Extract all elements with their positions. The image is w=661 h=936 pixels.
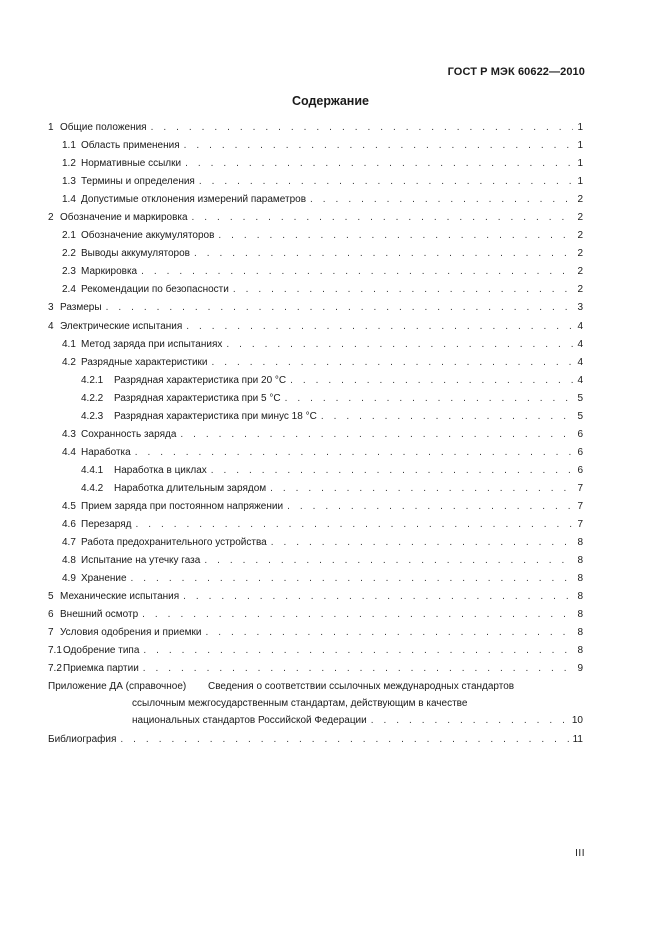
toc-entry-page: 5 [577, 410, 583, 422]
toc-leader-dots [270, 480, 573, 498]
toc-leader-dots [120, 731, 569, 749]
toc-entry-number: 1.2 [62, 158, 76, 170]
toc-entry-page: 7 [577, 519, 583, 531]
table-of-contents [48, 119, 583, 750]
toc-leader-dots [106, 299, 573, 317]
toc-leader-dots [271, 534, 573, 552]
toc-leader-dots [226, 336, 573, 354]
toc-leader-dots [194, 245, 573, 263]
page-title: Содержание [291, 94, 369, 108]
toc-entry-number: 2.1 [62, 230, 76, 242]
toc-entry-number: 4.2.3 [81, 410, 104, 422]
toc-leader-dots [287, 498, 573, 516]
toc-entry[interactable] [48, 155, 583, 173]
toc-leader-dots [135, 444, 573, 462]
toc-entry-number: 4.1 [62, 338, 76, 350]
toc-entry-text: Хранение [81, 573, 127, 585]
toc-entry-page: 3 [577, 302, 583, 314]
toc-entry-text: Приемка партии [63, 663, 139, 675]
toc-leader-dots [184, 137, 573, 155]
appendix-title-line-2: ссылочным межгосударственным стандартам, действующим в качестве [132, 698, 468, 710]
toc-entry-text: Метод заряда при испытаниях [81, 338, 223, 350]
toc-leader-dots [192, 209, 573, 227]
toc-entry-page: 4 [577, 374, 583, 386]
toc-entry-page: 6 [577, 428, 583, 440]
toc-entry-number: 4 [48, 320, 54, 332]
appendix-prefix: Приложение ДА (справочное) [48, 681, 187, 693]
toc-leader-dots [285, 390, 573, 408]
toc-entry-number: 7 [48, 627, 54, 639]
toc-entry-number: 4.8 [62, 555, 76, 567]
toc-entry-page: 8 [577, 627, 583, 639]
toc-entry[interactable] [48, 408, 583, 426]
toc-entry-text: Обозначение аккумуляторов [81, 230, 215, 242]
standard-header: ГОСТ Р МЭК 60622—2010 [447, 66, 585, 78]
toc-entry-page: 8 [577, 555, 583, 567]
toc-entry[interactable] [48, 606, 583, 624]
toc-entry-number: 4.4.2 [81, 482, 104, 494]
toc-leader-dots [143, 642, 573, 660]
toc-entry-number: 4.9 [62, 573, 76, 585]
toc-entry[interactable] [48, 534, 583, 552]
toc-entry-page: 8 [577, 537, 583, 549]
toc-appendix-entry[interactable] [48, 678, 583, 729]
toc-entry-text: Выводы аккумуляторов [81, 248, 190, 260]
toc-entry-number: 4.7 [62, 537, 76, 549]
toc-entry-number: 4.4.1 [81, 464, 104, 476]
toc-leader-dots [206, 624, 574, 642]
toc-entry-page: 2 [577, 284, 583, 296]
toc-entry[interactable] [48, 390, 583, 408]
toc-entry-text: Обозначение и маркировка [60, 212, 188, 224]
toc-leader-dots [321, 408, 573, 426]
toc-entry-page: 9 [577, 663, 583, 675]
toc-entry-text: Область применения [81, 140, 180, 152]
toc-entry-number: 4.4 [62, 446, 76, 458]
toc-entry-number: 2.4 [62, 284, 76, 296]
toc-entry-page: 2 [577, 266, 583, 278]
toc-entry[interactable] [48, 245, 583, 263]
toc-leader-dots [204, 552, 573, 570]
toc-entry-text: Условия одобрения и приемки [60, 627, 202, 639]
toc-entry-page: 6 [577, 446, 583, 458]
toc-entry-number: 7.1 [48, 645, 62, 657]
toc-entry-number: 4.2.1 [81, 374, 104, 386]
toc-entry-number: 6 [48, 609, 54, 621]
page-number: III [575, 848, 585, 859]
toc-leader-dots [131, 570, 573, 588]
toc-entry-number: 4.3 [62, 428, 76, 440]
toc-entry-text: Перезаряд [81, 519, 132, 531]
toc-entry-page: 4 [577, 356, 583, 368]
toc-entry-page: 8 [577, 609, 583, 621]
toc-entry-text: Наработка в циклах [114, 464, 207, 476]
toc-entry-page: 5 [577, 392, 583, 404]
toc-leader-dots [185, 155, 573, 173]
toc-entry-text: Электрические испытания [60, 320, 183, 332]
toc-leader-dots [180, 426, 573, 444]
toc-entry-text: Разрядная характеристика при 20 °С [114, 374, 287, 386]
toc-entry-number: 4.5 [62, 500, 76, 512]
toc-leader-dots [136, 516, 574, 534]
toc-entry-page: 2 [577, 230, 583, 242]
toc-entry-page: 6 [577, 464, 583, 476]
toc-entry-page: 8 [577, 645, 583, 657]
toc-entry[interactable] [48, 281, 583, 299]
toc-leader-dots [199, 173, 573, 191]
toc-entry-page: 1 [577, 176, 583, 188]
appendix-title-line-1: Сведения о соответствии ссылочных международных стандартов [208, 681, 515, 693]
toc-entry-page: 4 [577, 338, 583, 350]
toc-entry[interactable] [48, 299, 583, 317]
toc-entry[interactable] [48, 642, 583, 660]
appendix-title-line-3: национальных стандартов Российской Федерации [132, 715, 367, 727]
toc-entry-page: 2 [577, 248, 583, 260]
toc-leader-dots [142, 606, 573, 624]
toc-entry[interactable] [48, 426, 583, 444]
toc-entry-number: 2 [48, 212, 54, 224]
toc-entry-text: Нормативные ссылки [81, 158, 182, 170]
toc-entry[interactable] [48, 227, 583, 245]
toc-entry-page: 2 [577, 194, 583, 206]
toc-entry-number: 1 [48, 122, 54, 133]
toc-entry-text: Термины и определения [81, 176, 195, 188]
toc-entry[interactable] [48, 624, 583, 642]
toc-entry-text: Разрядная характеристика при 5 °С [114, 392, 281, 404]
toc-entry[interactable] [48, 191, 583, 209]
toc-entry[interactable] [48, 498, 583, 516]
toc-entry-page: 1 [577, 122, 583, 133]
toc-entry-number: 4.6 [62, 519, 76, 531]
toc-leader-dots [371, 712, 569, 729]
toc-entry[interactable] [48, 336, 583, 354]
toc-entry-text: Сохранность заряда [81, 428, 177, 440]
toc-entry-page: 4 [577, 320, 583, 332]
toc-entry-number: 1.4 [62, 194, 76, 206]
toc-entry-text: Размеры [60, 302, 102, 314]
toc-entry-text: Общие положения [60, 122, 147, 133]
toc-entry-page: 7 [577, 500, 583, 512]
toc-leader-dots [151, 119, 573, 137]
toc-entry-text: Испытание на утечку газа [81, 555, 201, 567]
toc-entry-text: Рекомендации по безопасности [81, 284, 229, 296]
toc-entry-page: 1 [577, 158, 583, 170]
toc-entry[interactable] [48, 660, 583, 678]
toc-entry-page: 8 [577, 573, 583, 585]
toc-entry[interactable] [48, 462, 583, 480]
toc-entry-number: 2.2 [62, 248, 76, 260]
appendix-page: 10 [571, 715, 583, 727]
toc-leader-dots [143, 660, 573, 678]
toc-entry-number: 3 [48, 302, 54, 314]
bibliography-text: Библиография [48, 734, 117, 746]
toc-entry-page: 2 [577, 212, 583, 224]
toc-entry-number: 1.1 [62, 140, 76, 152]
toc-leader-dots [211, 354, 573, 372]
toc-bibliography-entry[interactable] [48, 731, 583, 749]
toc-entry[interactable] [48, 318, 583, 336]
bibliography-page: 11 [572, 734, 583, 746]
toc-entry[interactable] [48, 119, 583, 137]
toc-entry-text: Одобрение типа [63, 645, 140, 657]
toc-entry-text: Наработка [81, 446, 131, 458]
toc-entry[interactable] [48, 137, 583, 155]
toc-entry-number: 4.2 [62, 356, 76, 368]
toc-entry-number: 4.2.2 [81, 392, 104, 404]
toc-entry[interactable] [48, 570, 583, 588]
toc-entry-page: 1 [577, 140, 583, 152]
toc-entry-number: 1.3 [62, 176, 76, 188]
toc-leader-dots [290, 372, 573, 390]
toc-leader-dots [183, 588, 573, 606]
toc-entry-text: Разрядные характеристики [81, 356, 208, 368]
toc-entry[interactable] [48, 173, 583, 191]
toc-entry-text: Прием заряда при постоянном напряжении [81, 500, 284, 512]
toc-entry[interactable] [48, 552, 583, 570]
toc-entry-number: 2.3 [62, 266, 76, 278]
toc-entry-text: Внешний осмотр [60, 609, 139, 621]
toc-leader-dots [218, 227, 573, 245]
toc-entry-text: Разрядная характеристика при минус 18 °С [114, 410, 317, 422]
toc-leader-dots [186, 318, 573, 336]
toc-leader-dots [233, 281, 573, 299]
toc-entry[interactable] [48, 480, 583, 498]
toc-leader-dots [211, 462, 573, 480]
toc-entry[interactable] [48, 444, 583, 462]
toc-entry-text: Работа предохранительного устройства [81, 537, 267, 549]
toc-entry[interactable] [48, 588, 583, 606]
toc-entry[interactable] [48, 354, 583, 372]
toc-entry-number: 5 [48, 591, 54, 603]
toc-entry-page: 8 [577, 591, 583, 603]
toc-entry[interactable] [48, 516, 583, 534]
toc-entry-text: Механические испытания [60, 591, 180, 603]
toc-leader-dots [141, 263, 573, 281]
toc-entry[interactable] [48, 372, 583, 390]
toc-entry-page: 7 [577, 482, 583, 494]
toc-entry-number: 7.2 [48, 663, 62, 675]
toc-entry[interactable] [48, 263, 583, 281]
toc-entry[interactable] [48, 209, 583, 227]
toc-entry-text: Наработка длительным зарядом [114, 482, 267, 494]
toc-entry-text: Маркировка [81, 266, 138, 278]
toc-entry-text: Допустимые отклонения измерений параметров [81, 194, 307, 206]
toc-leader-dots [310, 191, 573, 209]
